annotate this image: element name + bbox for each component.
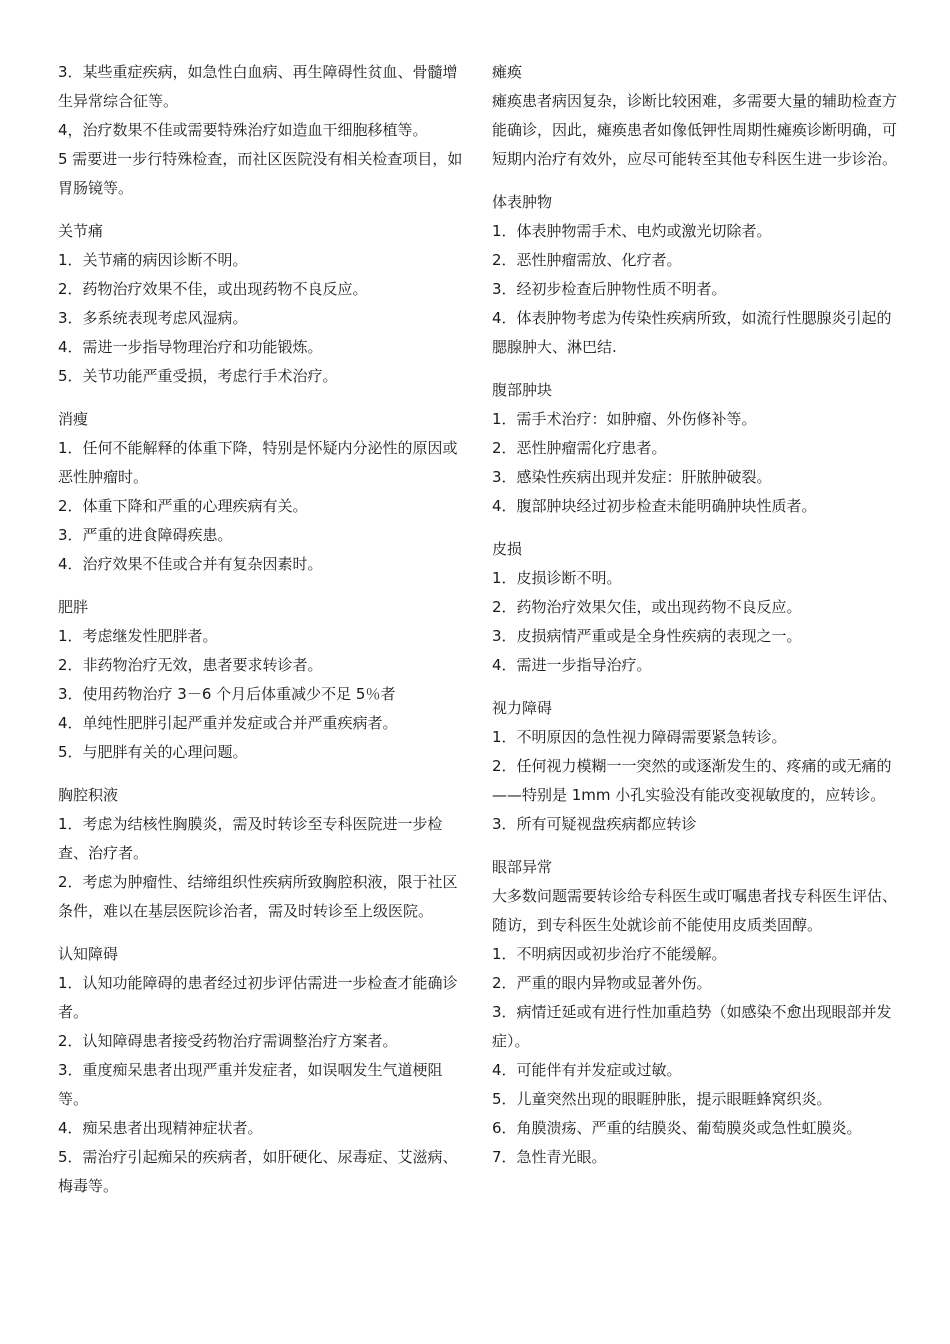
list-item: 2．任何视力模糊一一突然的或逐渐发生的、疼痛的或无痛的——特别是 1mm 小孔实验没有能改变视敏度的，应转诊。 [492, 757, 892, 804]
section-heading: 体表肿物 [492, 193, 553, 211]
section-heading: 皮损 [492, 540, 523, 558]
list-item: 2．恶性肿瘤需化疗患者。 [492, 439, 667, 457]
list-item: 2．严重的眼内异物或显著外伤。 [492, 974, 712, 992]
list-item: 1．认知功能障碍的患者经过初步评估需进一步检查才能确诊者。 [58, 974, 458, 1021]
list-item: 4．治疗效果不佳或合并有复杂因素时。 [58, 555, 323, 573]
list-item: 3．所有可疑视盘疾病都应转诊 [492, 815, 697, 833]
section-eye-abnormality [492, 853, 900, 1172]
list-item: 3．病情迁延或有进行性加重趋势（如感染不愈出现眼部并发症）。 [492, 1003, 892, 1050]
list-item: 2．认知障碍患者接受药物治疗需调整治疗方案者。 [58, 1032, 398, 1050]
list-item: 4．需进一步指导治疗。 [492, 656, 652, 674]
list-item: 1．关节痛的病因诊断不明。 [58, 251, 248, 269]
right-column [492, 58, 900, 1186]
list-item: 2．药物治疗效果不佳，或出现药物不良反应。 [58, 280, 368, 298]
list-item: 3．感染性疾病出现并发症：肝脓肿破裂。 [492, 468, 772, 486]
list-item: 3．多系统表现考虑风湿病。 [58, 309, 248, 327]
list-item: 1．任何不能解释的体重下降，特别是怀疑内分泌性的原因或恶性肿瘤时。 [58, 439, 458, 486]
list-item: 1．考虑继发性肥胖者。 [58, 627, 218, 645]
list-item: 1．体表肿物需手术、电灼或激光切除者。 [492, 222, 772, 240]
list-item: 5．儿童突然出现的眼睚肿胀，提示眼睚蜂窝织炎。 [492, 1090, 832, 1108]
section-paralysis [492, 58, 900, 174]
left-column [58, 58, 466, 1215]
section-heading: 眼部异常 [492, 858, 553, 876]
section-obesity [58, 593, 466, 767]
list-item: 5．与肥胖有关的心理问题。 [58, 743, 248, 761]
section-hematology-continued [58, 58, 466, 203]
section-cognitive-impairment [58, 940, 466, 1201]
section-vision-impairment [492, 694, 900, 839]
section-heading: 胸腔积液 [58, 786, 119, 804]
list-item: 2．非药物治疗无效，患者要求转诊者。 [58, 656, 323, 674]
list-item: 3．某些重症疾病，如急性白血病、再生障碍性贫血、骨髓增生异常综合征等。 [58, 63, 458, 110]
section-heading: 肥胖 [58, 598, 89, 616]
section-skin-lesion [492, 535, 900, 680]
list-item: 1．需手术治疗：如肿瘤、外伤修补等。 [492, 410, 757, 428]
list-item: 5．关节功能严重受损，考虑行手术治疗。 [58, 367, 338, 385]
list-item: 2．恶性肿瘤需放、化疗者。 [492, 251, 682, 269]
list-item: 3．重度痴呆患者出现严重并发症者，如误咽发生气道梗阻等。 [58, 1061, 443, 1108]
section-heading: 瘫痪 [492, 63, 523, 81]
section-joint-pain [58, 217, 466, 391]
list-item: 7．急性青光眼。 [492, 1148, 607, 1166]
list-item: 4．体表肿物考虑为传染性疾病所致，如流行性腮腺炎引起的腮腺肿大、淋巴结. [492, 309, 892, 356]
section-surface-mass [492, 188, 900, 362]
list-item: 5 需要进一步行特殊检查，而社区医院没有相关检查项目，如胃肠镜等。 [58, 150, 463, 197]
list-item: 3．严重的进食障碍疾患。 [58, 526, 233, 544]
list-item: 2．体重下降和严重的心理疾病有关。 [58, 497, 308, 515]
list-item: 3．使用药物治疗 3－6 个月后体重减少不足 5％者 [58, 685, 396, 703]
section-heading: 消瘦 [58, 410, 89, 428]
list-item: 2．药物治疗效果欠佳，或出现药物不良反应。 [492, 598, 802, 616]
list-item: 6．角膜溃疡、严重的结膜炎、葡萄膜炎或急性虹膜炎。 [492, 1119, 862, 1137]
list-item: 4．痴呆患者出现精神症状者。 [58, 1119, 263, 1137]
list-item: 2．考虑为肿瘤性、结缔组织性疾病所致胸腔积液，限于社区条件，难以在基层医院诊治者，需及时转诊至上级医院。 [58, 873, 458, 920]
paragraph: 瘫痪患者病因复杂，诊断比较困难，多需要大量的辅助检查方能确诊，因此，瘫痪患者如像低钾性周期性瘫痪诊断明确，可短期内治疗有效外，应尽可能转至其他专科医生进一步诊治。 [492, 92, 898, 168]
paragraph: 大多数问题需要转诊给专科医生或叮嘱患者找专科医生评估、随访，到专科医生处就诊前不能使用皮质类固醇。 [492, 887, 898, 934]
list-item: 3．经初步检查后肿物性质不明者。 [492, 280, 727, 298]
list-item: 5．需治疗引起痴呆的疾病者，如肝硬化、尿毒症、艾滋病、梅毒等。 [58, 1148, 458, 1195]
list-item: 1．考虑为结核性胸膜炎，需及时转诊至专科医院进一步检查、治疗者。 [58, 815, 443, 862]
list-item: 4．可能伴有并发症或过敏。 [492, 1061, 682, 1079]
list-item: 4．单纯性肥胖引起严重并发症或合并严重疾病者。 [58, 714, 398, 732]
list-item: 4，治疗数果不佳或需要特殊治疗如造血干细胞移植等。 [58, 121, 428, 139]
section-heading: 腹部肿块 [492, 381, 553, 399]
list-item: 4．需进一步指导物理治疗和功能锻炼。 [58, 338, 323, 356]
section-abdominal-mass [492, 376, 900, 521]
list-item: 4．腹部肿块经过初步检查未能明确肿块性质者。 [492, 497, 817, 515]
section-heading: 视力障碍 [492, 699, 553, 717]
list-item: 1．不明原因的急性视力障碍需要紧急转诊。 [492, 728, 787, 746]
list-item: 3．皮损病情严重或是全身性疾病的表现之一。 [492, 627, 802, 645]
section-heading: 关节痛 [58, 222, 104, 240]
section-heading: 认知障碍 [58, 945, 119, 963]
list-item: 1．不明病因或初步治疗不能缓解。 [492, 945, 727, 963]
list-item: 1．皮损诊断不明。 [492, 569, 622, 587]
section-pleural-effusion [58, 781, 466, 926]
section-weight-loss [58, 405, 466, 579]
